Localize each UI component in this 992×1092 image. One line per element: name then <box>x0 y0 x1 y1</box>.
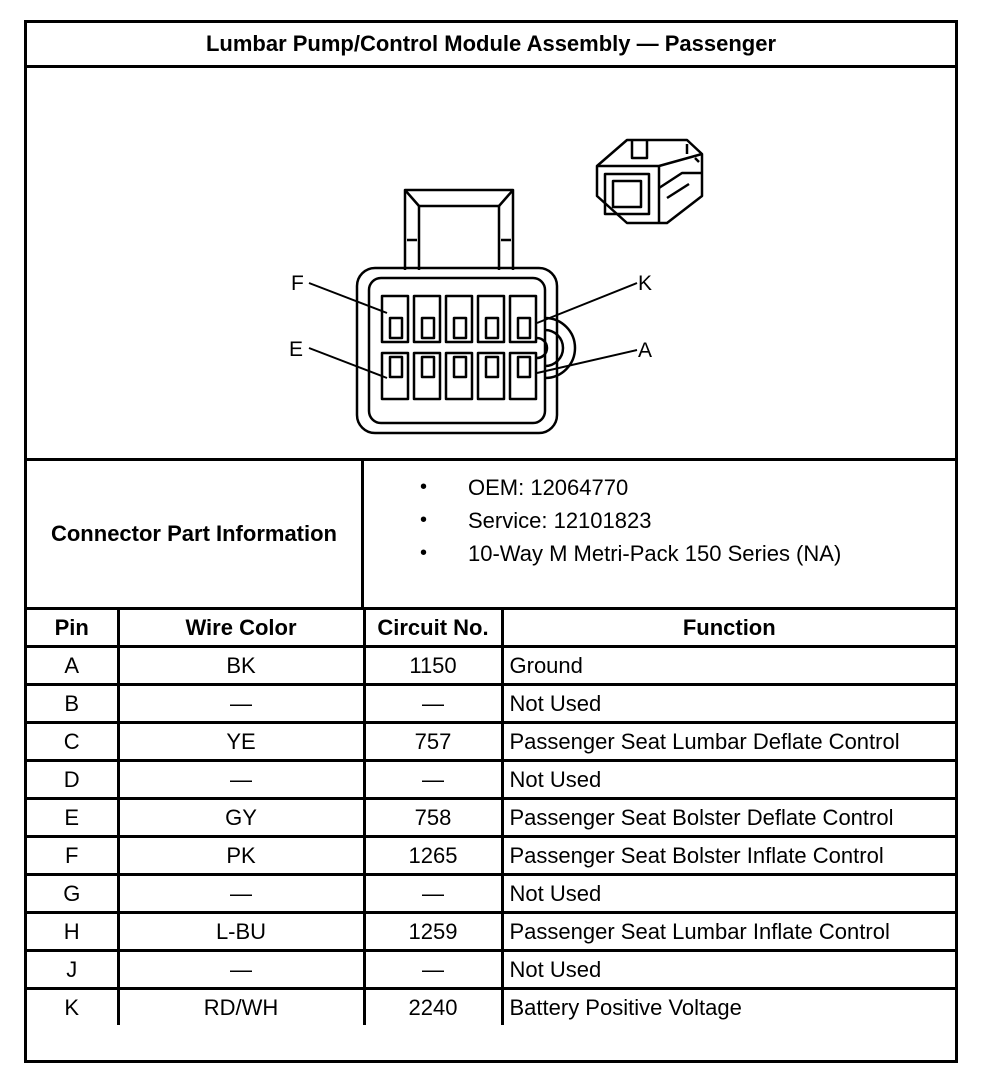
header-function: Function <box>502 610 955 647</box>
wire-color-cell: YE <box>118 723 364 761</box>
pin-cell: C <box>27 723 118 761</box>
wire-color-cell: — <box>118 761 364 799</box>
function-cell: Ground <box>502 647 955 685</box>
header-pin: Pin <box>27 610 118 647</box>
wire-color-cell: GY <box>118 799 364 837</box>
connector-face-drawing <box>27 68 955 458</box>
circuit-cell: 757 <box>364 723 502 761</box>
part-item-service: • Service: 12101823 <box>364 504 841 537</box>
pin-cell: D <box>27 761 118 799</box>
pin-label-a: A <box>638 339 653 362</box>
function-cell: Passenger Seat Lumbar Inflate Control <box>502 913 955 951</box>
wire-color-cell: PK <box>118 837 364 875</box>
pin-cell: B <box>27 685 118 723</box>
pinout-table <box>27 610 955 1025</box>
pin-cell: K <box>27 989 118 1026</box>
function-cell: Not Used <box>502 685 955 723</box>
function-cell: Not Used <box>502 875 955 913</box>
pin-label-f: F <box>291 272 304 295</box>
circuit-cell: 1265 <box>364 837 502 875</box>
table-row <box>27 723 955 761</box>
circuit-cell: — <box>364 875 502 913</box>
circuit-cell: 1150 <box>364 647 502 685</box>
connector-part-information <box>27 461 955 610</box>
sheet-title: Lumbar Pump/Control Module Assembly — Passenger <box>27 23 955 68</box>
wire-color-cell: — <box>118 951 364 989</box>
table-row <box>27 913 955 951</box>
connector-diagram <box>27 68 955 461</box>
table-row <box>27 989 955 1026</box>
function-cell: Passenger Seat Lumbar Deflate Control <box>502 723 955 761</box>
table-row <box>27 875 955 913</box>
table-row <box>27 951 955 989</box>
connector-face <box>357 190 575 433</box>
function-cell: Not Used <box>502 951 955 989</box>
circuit-cell: — <box>364 761 502 799</box>
bullet-icon: • <box>420 509 428 531</box>
cavity-row-bottom <box>382 353 536 399</box>
cavity-row-top <box>382 296 536 342</box>
bullet-icon: • <box>420 476 428 498</box>
connector-isometric-icon <box>597 140 702 223</box>
table-row <box>27 799 955 837</box>
table-row <box>27 761 955 799</box>
wire-color-cell: — <box>118 875 364 913</box>
circuit-cell: — <box>364 951 502 989</box>
wire-color-cell: L-BU <box>118 913 364 951</box>
pin-cell: A <box>27 647 118 685</box>
pin-cell: J <box>27 951 118 989</box>
circuit-cell: — <box>364 685 502 723</box>
table-header-row <box>27 610 955 647</box>
connector-sheet <box>24 20 958 1063</box>
part-item-oem: • OEM: 12064770 <box>364 471 841 504</box>
pin-label-k: K <box>638 272 653 295</box>
circuit-cell: 2240 <box>364 989 502 1026</box>
circuit-cell: 1259 <box>364 913 502 951</box>
pin-cell: E <box>27 799 118 837</box>
function-cell: Passenger Seat Bolster Deflate Control <box>502 799 955 837</box>
table-row <box>27 837 955 875</box>
function-cell: Battery Positive Voltage <box>502 989 955 1026</box>
part-number-list <box>364 471 841 570</box>
circuit-cell: 758 <box>364 799 502 837</box>
table-row <box>27 647 955 685</box>
table-row <box>27 685 955 723</box>
function-cell: Passenger Seat Bolster Inflate Control <box>502 837 955 875</box>
bullet-icon: • <box>420 542 428 564</box>
header-circuit-no: Circuit No. <box>364 610 502 647</box>
connector-part-info-label: Connector Part Information <box>27 461 364 607</box>
pin-cell: H <box>27 913 118 951</box>
pin-label-e: E <box>289 338 304 361</box>
pin-cell: F <box>27 837 118 875</box>
wire-color-cell: BK <box>118 647 364 685</box>
pin-cell: G <box>27 875 118 913</box>
wire-color-cell: RD/WH <box>118 989 364 1026</box>
header-wire-color: Wire Color <box>118 610 364 647</box>
part-item-series: • 10-Way M Metri-Pack 150 Series (NA) <box>364 537 841 570</box>
wire-color-cell: — <box>118 685 364 723</box>
function-cell: Not Used <box>502 761 955 799</box>
